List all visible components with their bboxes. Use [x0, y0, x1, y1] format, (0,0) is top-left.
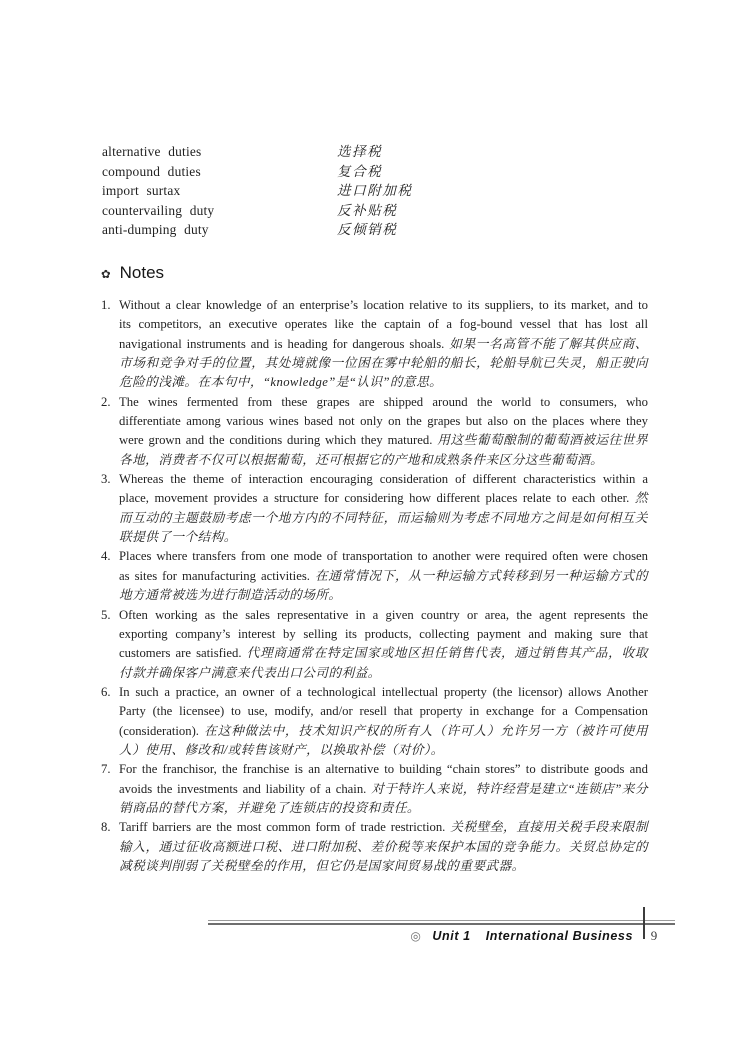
vocab-row: [102, 140, 648, 160]
vocab-row: [102, 160, 648, 180]
notes-heading: [101, 263, 164, 283]
gear-icon: ✿: [101, 266, 111, 281]
note-english-text: Whereas the theme of interaction encouraging consideration of different characteristics within a place, movement provides a structure for considering how different places relate to each other.: [119, 472, 648, 506]
note-chinese-text: 对于特许人来说，特许经营是建立“连锁店”来分销商品的替代方案，并避免了连锁店的投资和责任。: [119, 781, 648, 815]
note-number: 6.: [101, 684, 111, 699]
note-item: [101, 760, 648, 818]
note-item: [101, 470, 648, 547]
note-item: [101, 683, 648, 760]
note-number: 2.: [101, 394, 111, 409]
note-number: 8.: [101, 820, 111, 835]
vocab-row: [102, 199, 648, 219]
note-english-text: Tariff barriers are the most common form of trade restriction.: [119, 820, 446, 835]
note-english-text: Places where transfers from one mode of transportation to another were required often were chosen as sites for manufacturing activities.: [119, 549, 648, 583]
note-number: 4.: [101, 549, 111, 564]
note-item: [101, 296, 648, 393]
note-english-text: Often working as the sales representative in a given country or area, the agent represents the exporting company’s interest by selling its products, collecting payment and making sure that customers are satisfied.: [119, 607, 648, 661]
note-item: [101, 547, 648, 605]
unit-label: Unit 1: [432, 929, 471, 943]
vocab-term-zh: 反补贴税: [337, 202, 398, 218]
vocab-list: [102, 140, 648, 238]
vocab-term-zh: 选择税: [337, 144, 383, 159]
note-english-text: In such a practice, an owner of a technological intellectual property (the licensor) allows Another Party (the licensee) to use, modify, and/or resell that property in exchange for a Compensation (consideration).: [119, 684, 648, 738]
note-item: [101, 393, 648, 470]
bullseye-icon: ◎: [410, 929, 422, 943]
note-chinese-text: 用这些葡萄酿制的葡萄酒被运往世界各地，消费者不仅可以根据葡萄，还可根据它的产地和成熟条件来区分这些葡萄酒。: [119, 433, 648, 467]
note-english-text: Without a clear knowledge of an enterprise’s location relative to its suppliers, to its market, and to its competitors, an executive operates like the captain of a fog-bound vessel that has lost all navigational instruments and is heading for dangerous shoals.: [119, 298, 648, 351]
note-chinese-text: 在这种做法中，技术知识产权的所有人（许可人）允许另一方（被许可使用人）使用、修改和/或转售该财产，以换取补偿（对价）。: [119, 723, 648, 757]
note-chinese-text: 在通常情况下，从一种运输方式转移到另一种运输方式的地方通常被选为进行制造活动的场所。: [119, 568, 648, 603]
note-chinese-text: 然而互动的主题鼓励考虑一个地方内的不同特征，而运输则为考虑不同地方之间是如何相互关联提供了一个结构。: [119, 491, 648, 545]
vocab-term-en: import surtax: [102, 183, 181, 199]
vocab-term-en: alternative duties: [102, 144, 202, 159]
note-english-text: For the franchisor, the franchise is an alternative to building “chain stores” to distribute goods and avoids the investments and liability of a chain.: [119, 762, 648, 796]
notes-title-text: Notes: [119, 263, 165, 282]
vocab-term-zh: 进口附加税: [337, 183, 413, 199]
vocab-row: [102, 179, 648, 199]
vocab-term-zh: 反倾销税: [337, 222, 398, 238]
vocab-term-zh: 复合税: [337, 163, 383, 179]
footer-text: [208, 929, 633, 943]
note-english-text: The wines fermented from these grapes are shipped around the world to consumers, who differentiate among various wines based not only on the grapes but also on the places where they were grown and the conditions during which they matured.: [119, 394, 648, 448]
page-number: 9: [650, 928, 658, 943]
note-number: 7.: [101, 762, 111, 777]
note-chinese-text: 代理商通常在特定国家或地区担任销售代表，通过销售其产品，收取付款并确保客户满意来代表出口公司的利益。: [119, 646, 648, 680]
note-number: 1.: [101, 298, 111, 312]
page-footer: [208, 920, 675, 944]
vocab-row: [102, 218, 648, 238]
vocab-term-en: compound duties: [102, 163, 201, 179]
note-chinese-text: 关税壁垒，直接用关税手段来限制输入，通过征收高额进口税、进口附加税、差价税等来保护本国的竞争能力。关贸总协定的减税谈判削弱了关税壁垒的作用，但它仍是国家间贸易战的重要武器。: [119, 820, 649, 873]
note-chinese-text: 如果一名高管不能了解其供应商、市场和竞争对手的位置，其处境就像一位困在雾中轮船的船长，轮船导航已失灵，船正驶向危险的浅滩。在本句中，“knowledge”是“认识”的意思。: [119, 336, 648, 390]
note-item: [101, 606, 648, 683]
note-number: 3.: [101, 472, 111, 487]
notes-list: [101, 296, 648, 876]
note-number: 5.: [101, 607, 111, 622]
footer-row: [208, 925, 675, 944]
vocab-term-en: anti-dumping duty: [102, 222, 209, 238]
footer-divider: [643, 907, 645, 939]
note-item: [101, 818, 648, 876]
book-title: International Business: [485, 929, 633, 943]
vocab-term-en: countervailing duty: [102, 202, 215, 218]
